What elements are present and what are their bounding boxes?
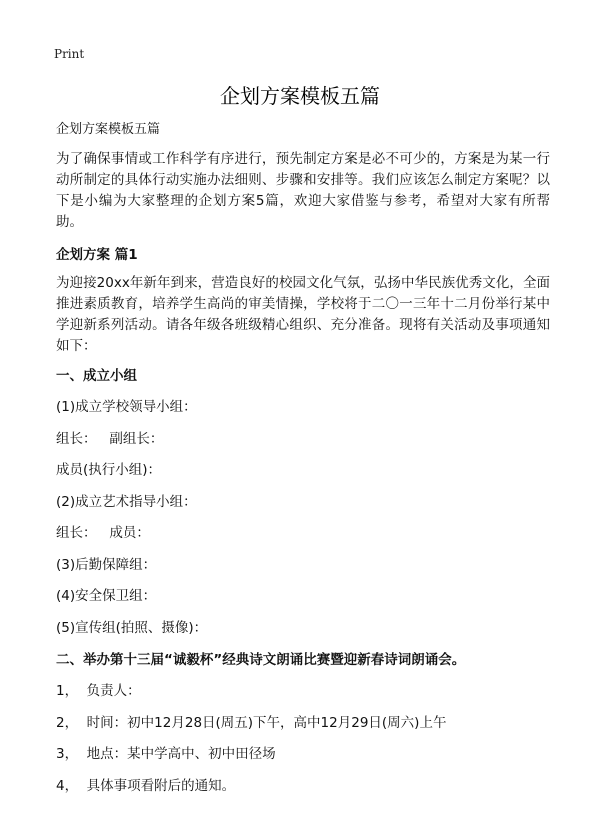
list-item: 4， 具体事项看附后的通知。 <box>56 777 236 794</box>
list-item: 组长： 成员： <box>56 525 150 541</box>
document-body <box>56 121 550 808</box>
list-item: 3， 地点：某中学高中、初中田径场 <box>56 746 276 762</box>
document-subtitle: 企划方案模板五篇 <box>56 122 161 137</box>
section-heading: 企划方案 篇1 <box>56 247 138 263</box>
intro-paragraph: 为了确保事情或工作科学有序进行，预先制定方案是必不可少的，方案是为某一行动所制定的具体行动实施办法细则、步骤和安排等。我们应该怎么制定方案呢？以下是小编为大家整理的企划方案5篇，欢迎大家借鉴与参考，希望对大家有所帮助。 <box>56 151 550 230</box>
list-item: 2， 时间：初中12月28日(周五)下午，高中12月29日(周六)上午 <box>56 714 447 731</box>
list-item: (1)成立学校领导小组： <box>56 399 197 415</box>
list-item: 组长： 副组长： <box>56 430 164 447</box>
list-item: (3)后勤保障组： <box>56 556 157 573</box>
list-item: (5)宣传组(拍照、摄像)： <box>56 619 208 636</box>
list-item: (4)安全保卫组： <box>56 588 157 604</box>
part-heading-2: 二、举办第十三届“诚毅杯”经典诗文朗诵比赛暨迎新春诗词朗诵会。 <box>56 652 466 668</box>
list-item: 1， 负责人： <box>56 683 141 699</box>
list-item: (2)成立艺术指导小组： <box>56 493 197 510</box>
print-label: Print <box>54 47 85 61</box>
page-title: 企划方案模板五篇 <box>220 84 380 108</box>
list-item: 成员(执行小组)： <box>56 462 162 478</box>
section-paragraph: 为迎接20xx年新年到来，营造良好的校园文化气氛，弘扬中华民族优秀文化，全面推进素质教育，培养学生高尚的审美情操，学校将于二〇一三年十二月份举行某中学迎新系列活动。请各年级各班级精心组织、充分准备。现将有关活动及事项通知如下： <box>56 275 550 354</box>
part-heading-1: 一、成立小组 <box>56 368 137 384</box>
